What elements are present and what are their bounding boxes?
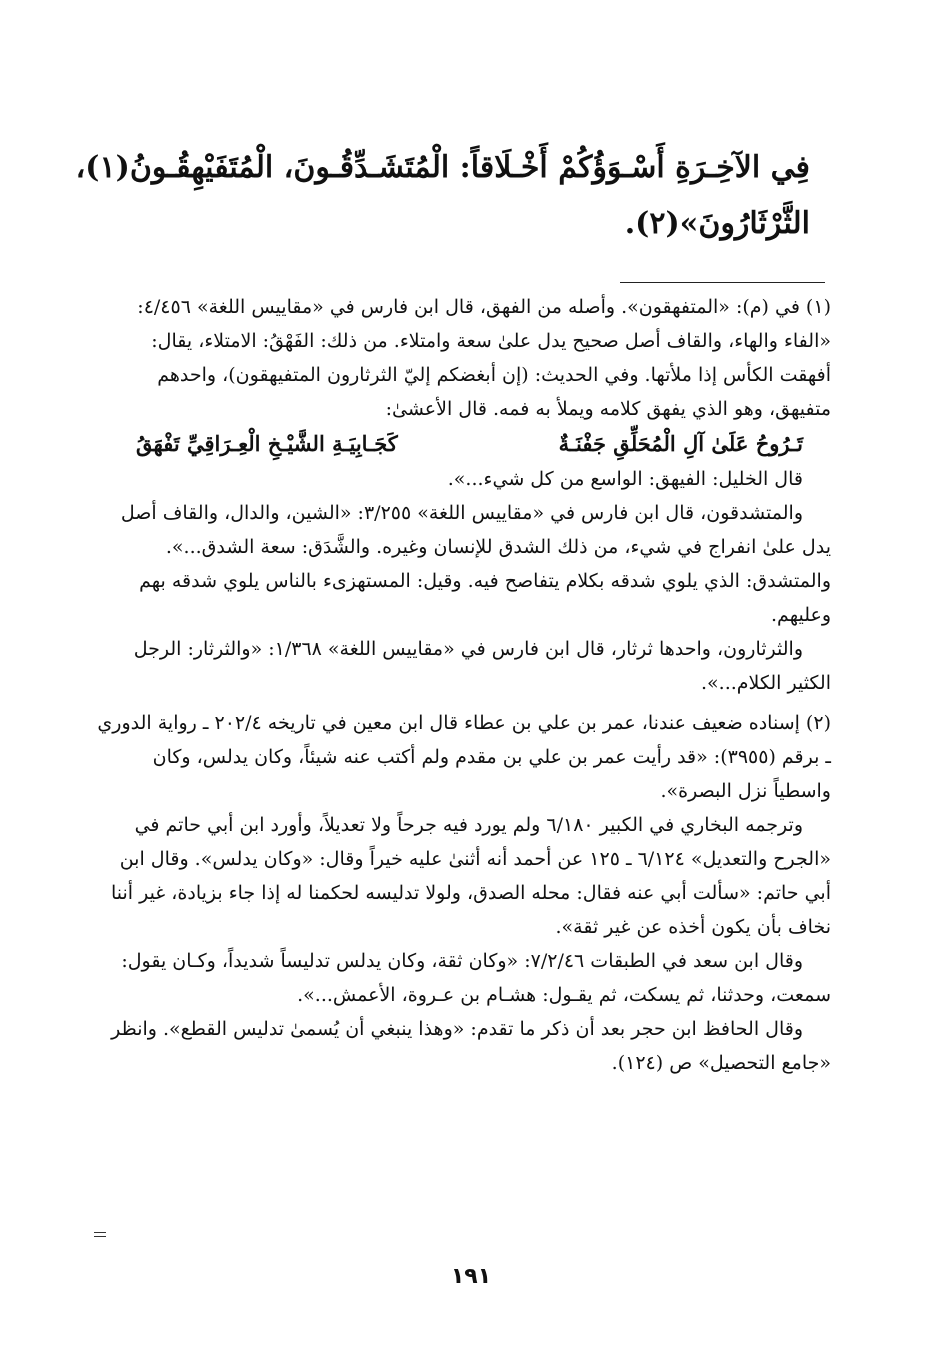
poetry-verse [96,426,831,462]
footnote-paragraph: والثرثارون، واحدها ثرثار، قال ابن فارس في «مقاييس اللغة» ١/٣٦٨: «والثرثار: الرجل الكثير الكلام...». [133,638,831,694]
footnote-separator [620,282,825,283]
main-text-line: الثَّرْثَارُونَ»(٢). [624,206,810,241]
verse-hemistich-left: كَجَـابِيَـةِ الشَّيْـخِ الْعِـرَاقِيِّ تَفْهَقُ [136,431,398,456]
footnote-paragraph: وقال ابن سعد في الطبقات ٧/٢/٤٦: «وكان ثقة، وكان يدلس تدليساً شديداً، وكـان يقول: سمعت، وحدثنا، ثم يسكت، ثم يقـول: هشـام بن عـروة، الأعمش...». [121,950,831,1006]
footnote-paragraph: (٢) إسناده ضعيف عندنا، عمر بن علي بن عطاء قال ابن معين في تاريخه ٢٠٢/٤ ـ رواية الدوري ـ برقم (٣٩٥٥): «قد رأيت عمر بن علي بن مقدم ولم أكتب عنه شيئاً، وكان يدلس، وكان واسطياً نزل البصرة». [97,712,831,802]
main-text-line: فِي الآخِـرَةِ أَسْـوَؤُكُمْ أَخْـلَاقاً: الْمُتَشَـدِّقُـونَ، الْمُتَفَيْهِقُـونُ(١)، [75,150,810,185]
footnote-paragraph: وقال الحافظ ابن حجر بعد أن ذكر ما تقدم: «وهذا ينبغي أن يُسمىٰ تدليس القطع». وانظر «جامع التحصيل» ص (١٢٤). [111,1018,831,1074]
footnote-1 [96,290,831,700]
verse-hemistich-right: تَـرُوحُ عَلَىٰ آلِ الْمُحَلِّقِ جَفْنَـةٌ [558,431,803,456]
footnotes [96,290,831,1086]
footnote-paragraph: وترجمه البخاري في الكبير ٦/١٨٠ ولم يورد فيه جرحاً ولا تعديلاً، وأورد ابن أبي حاتم في «الجرح والتعديل» ٦/١٢٤ ـ ١٢٥ عن أحمد أنه أثنىٰ عليه خيراً وقال: «وكان يدلس». وقال ابن أبي حاتم: «سألت أبي عنه فقال: محله الصدق، ولولا تدليسه لحكمنا له إذا جاء بزيادة، غير أننا نخاف بأن يكون أخذه عن غير ثقة». [110,814,831,938]
margin-mark [94,1232,106,1237]
page-number: ١٩١ [450,1264,492,1289]
main-text [75,140,810,252]
footnote-paragraph: قال الخليل: الفيهق: الواسع من كل شيء...». [447,468,803,490]
footnote-paragraph: (١) في (م): «المتفهقون». وأصله من الفهق، قال ابن فارس في «مقاييس اللغة» ٤/٤٥٦: «الفاء والهاء، والقاف أصل صحيح يدل علىٰ سعة وامتلاء. من ذلك: الفَهْقُ: الامتلاء، يقال: أفهقت الكأس إذا ملأتها. وفي الحديث: (إن أبغضكم إليّ الثرثارون المتفيهقون)، واحدهم متفيهق، وهو الذي يفهق كلامه ويملأ به فمه. قال الأعشىٰ: [137,296,831,420]
footnote-2 [96,706,831,1080]
footnote-paragraph: والمتشدقون، قال ابن فارس في «مقاييس اللغة» ٣/٢٥٥: «الشين، والدال، والقاف أصل يدل علىٰ انفراج في شيء، من ذلك الشدق للإنسان وغيره. والشَّدَق: سعة الشدق...». والمتشدق: الذي يلوي شدقه بكلام يتفاصح فيه. وقيل: المستهزىء بالناس يلوي شدقه بهم وعليهم. [120,502,831,626]
